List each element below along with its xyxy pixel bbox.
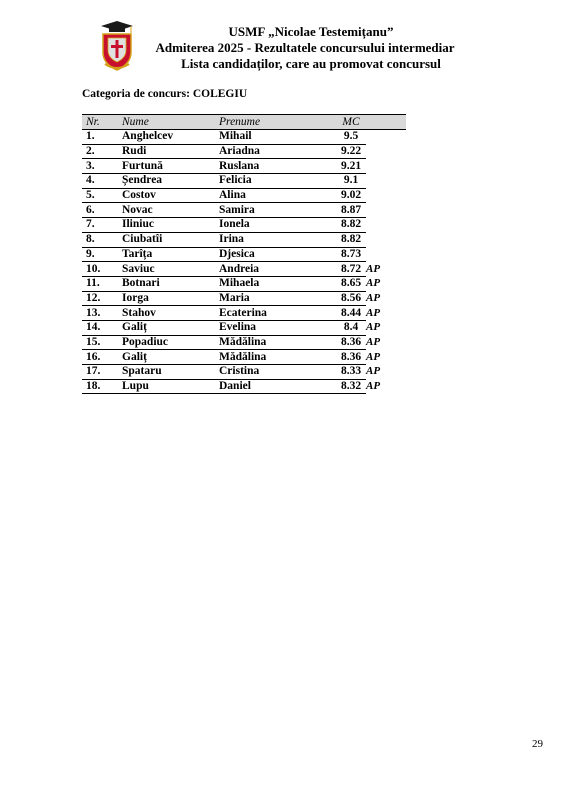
cell-nume: Lupu [122,379,219,394]
table-row [82,291,406,306]
cell-mc: 8.87 [336,203,366,218]
cell-nr: 9. [82,247,122,262]
header-title: Admiterea 2025 - Rezultatele concursului intermediar [155,40,455,55]
cell-note [366,174,406,189]
table-row [82,335,406,350]
cell-note [366,247,406,262]
cell-nume: Stahov [122,306,219,321]
table-header-row [82,115,406,130]
cell-note: AP [366,291,406,306]
cell-nr: 7. [82,218,122,233]
page-number: 29 [532,738,543,750]
cell-nume: Furtună [122,159,219,174]
cell-nume: Rudi [122,144,219,159]
cell-note: AP [366,262,406,277]
cell-prenume: Mădălina [219,350,336,365]
cell-nr: 10. [82,262,122,277]
cell-nume: Botnari [122,276,219,291]
table-row [82,320,406,335]
cell-note: AP [366,306,406,321]
cell-note [366,203,406,218]
table-row [82,218,406,233]
cell-mc: 9.21 [336,159,366,174]
table-row [82,379,406,394]
cell-prenume: Ariadna [219,144,336,159]
table-row [82,350,406,365]
cell-nr: 17. [82,365,122,380]
table-row [82,365,406,380]
column-header-mc: MC [336,115,366,130]
cell-note [366,130,406,145]
cell-note: AP [366,335,406,350]
table-row [82,247,406,262]
table-row [82,203,406,218]
cell-nr: 6. [82,203,122,218]
cell-mc: 8.36 [336,350,366,365]
cell-note [366,144,406,159]
table-row [82,276,406,291]
cell-nume: Saviuc [122,262,219,277]
table-row [82,159,406,174]
cell-prenume: Evelina [219,320,336,335]
cell-note [366,159,406,174]
cell-nr: 4. [82,174,122,189]
column-header-prenume: Prenume [219,115,336,130]
cell-nume: Iorga [122,291,219,306]
cell-mc: 9.1 [336,174,366,189]
cell-nr: 5. [82,188,122,203]
table-row [82,262,406,277]
cell-mc: 8.4 [336,320,366,335]
cell-prenume: Maria [219,291,336,306]
header-institution: USMF „Nicolae Testemițanu” [228,24,394,39]
cell-prenume: Mădălina [219,335,336,350]
cell-mc: 9.5 [336,130,366,145]
cell-nume: Costov [122,188,219,203]
cell-nr: 11. [82,276,122,291]
cell-nr: 1. [82,130,122,145]
cell-mc: 8.56 [336,291,366,306]
cell-mc: 8.82 [336,232,366,247]
table-body [82,130,406,394]
table-row [82,144,406,159]
cell-nume: Anghelcev [122,130,219,145]
category-label: Categoria de concurs: COLEGIU [82,88,248,100]
cell-prenume: Samira [219,203,336,218]
cell-note: AP [366,365,406,380]
cell-prenume: Djesica [219,247,336,262]
cell-mc: 8.82 [336,218,366,233]
cell-nr: 13. [82,306,122,321]
cell-note: AP [366,350,406,365]
cell-prenume: Ruslana [219,159,336,174]
table-row [82,188,406,203]
cell-prenume: Mihaela [219,276,336,291]
cell-mc: 8.73 [336,247,366,262]
cell-nume: Novac [122,203,219,218]
cell-mc: 8.65 [336,276,366,291]
cell-note [366,232,406,247]
column-header-nr: Nr. [82,115,122,130]
cell-note [366,188,406,203]
cell-nume: Galiț [122,320,219,335]
cell-mc: 9.02 [336,188,366,203]
cell-nr: 3. [82,159,122,174]
cell-prenume: Mihail [219,130,336,145]
cell-nr: 18. [82,379,122,394]
cell-nr: 12. [82,291,122,306]
cell-mc: 8.44 [336,306,366,321]
cell-prenume: Andreia [219,262,336,277]
cell-nume: Șendrea [122,174,219,189]
cell-prenume: Felicia [219,174,336,189]
table-row [82,174,406,189]
table-row [82,130,406,145]
table-row [82,306,406,321]
cell-mc: 8.32 [336,379,366,394]
cell-nr: 15. [82,335,122,350]
cell-nr: 2. [82,144,122,159]
results-table [82,114,406,394]
cell-mc: 8.72 [336,262,366,277]
cell-note: AP [366,379,406,394]
cell-prenume: Irina [219,232,336,247]
cell-nume: Spataru [122,365,219,380]
cell-note: AP [366,320,406,335]
column-header-nume: Nume [122,115,219,130]
cell-nr: 14. [82,320,122,335]
cell-note: AP [366,276,406,291]
cell-nume: Popadiuc [122,335,219,350]
column-header-note [366,115,406,130]
cell-prenume: Ecaterina [219,306,336,321]
cell-mc: 9.22 [336,144,366,159]
cell-nr: 8. [82,232,122,247]
cell-mc: 8.36 [336,335,366,350]
cell-mc: 8.33 [336,365,366,380]
cell-prenume: Alina [219,188,336,203]
cell-nume: Ciubatîi [122,232,219,247]
cell-nume: Tarîța [122,247,219,262]
cell-prenume: Ionela [219,218,336,233]
cell-note [366,218,406,233]
cell-nume: Galiț [122,350,219,365]
cell-nume: Iliniuc [122,218,219,233]
header-subtitle: Lista candidaților, care au promovat concursul [181,56,441,71]
cell-nr: 16. [82,350,122,365]
cell-prenume: Daniel [219,379,336,394]
table-row [82,232,406,247]
document-header [0,24,570,72]
cell-prenume: Cristina [219,365,336,380]
